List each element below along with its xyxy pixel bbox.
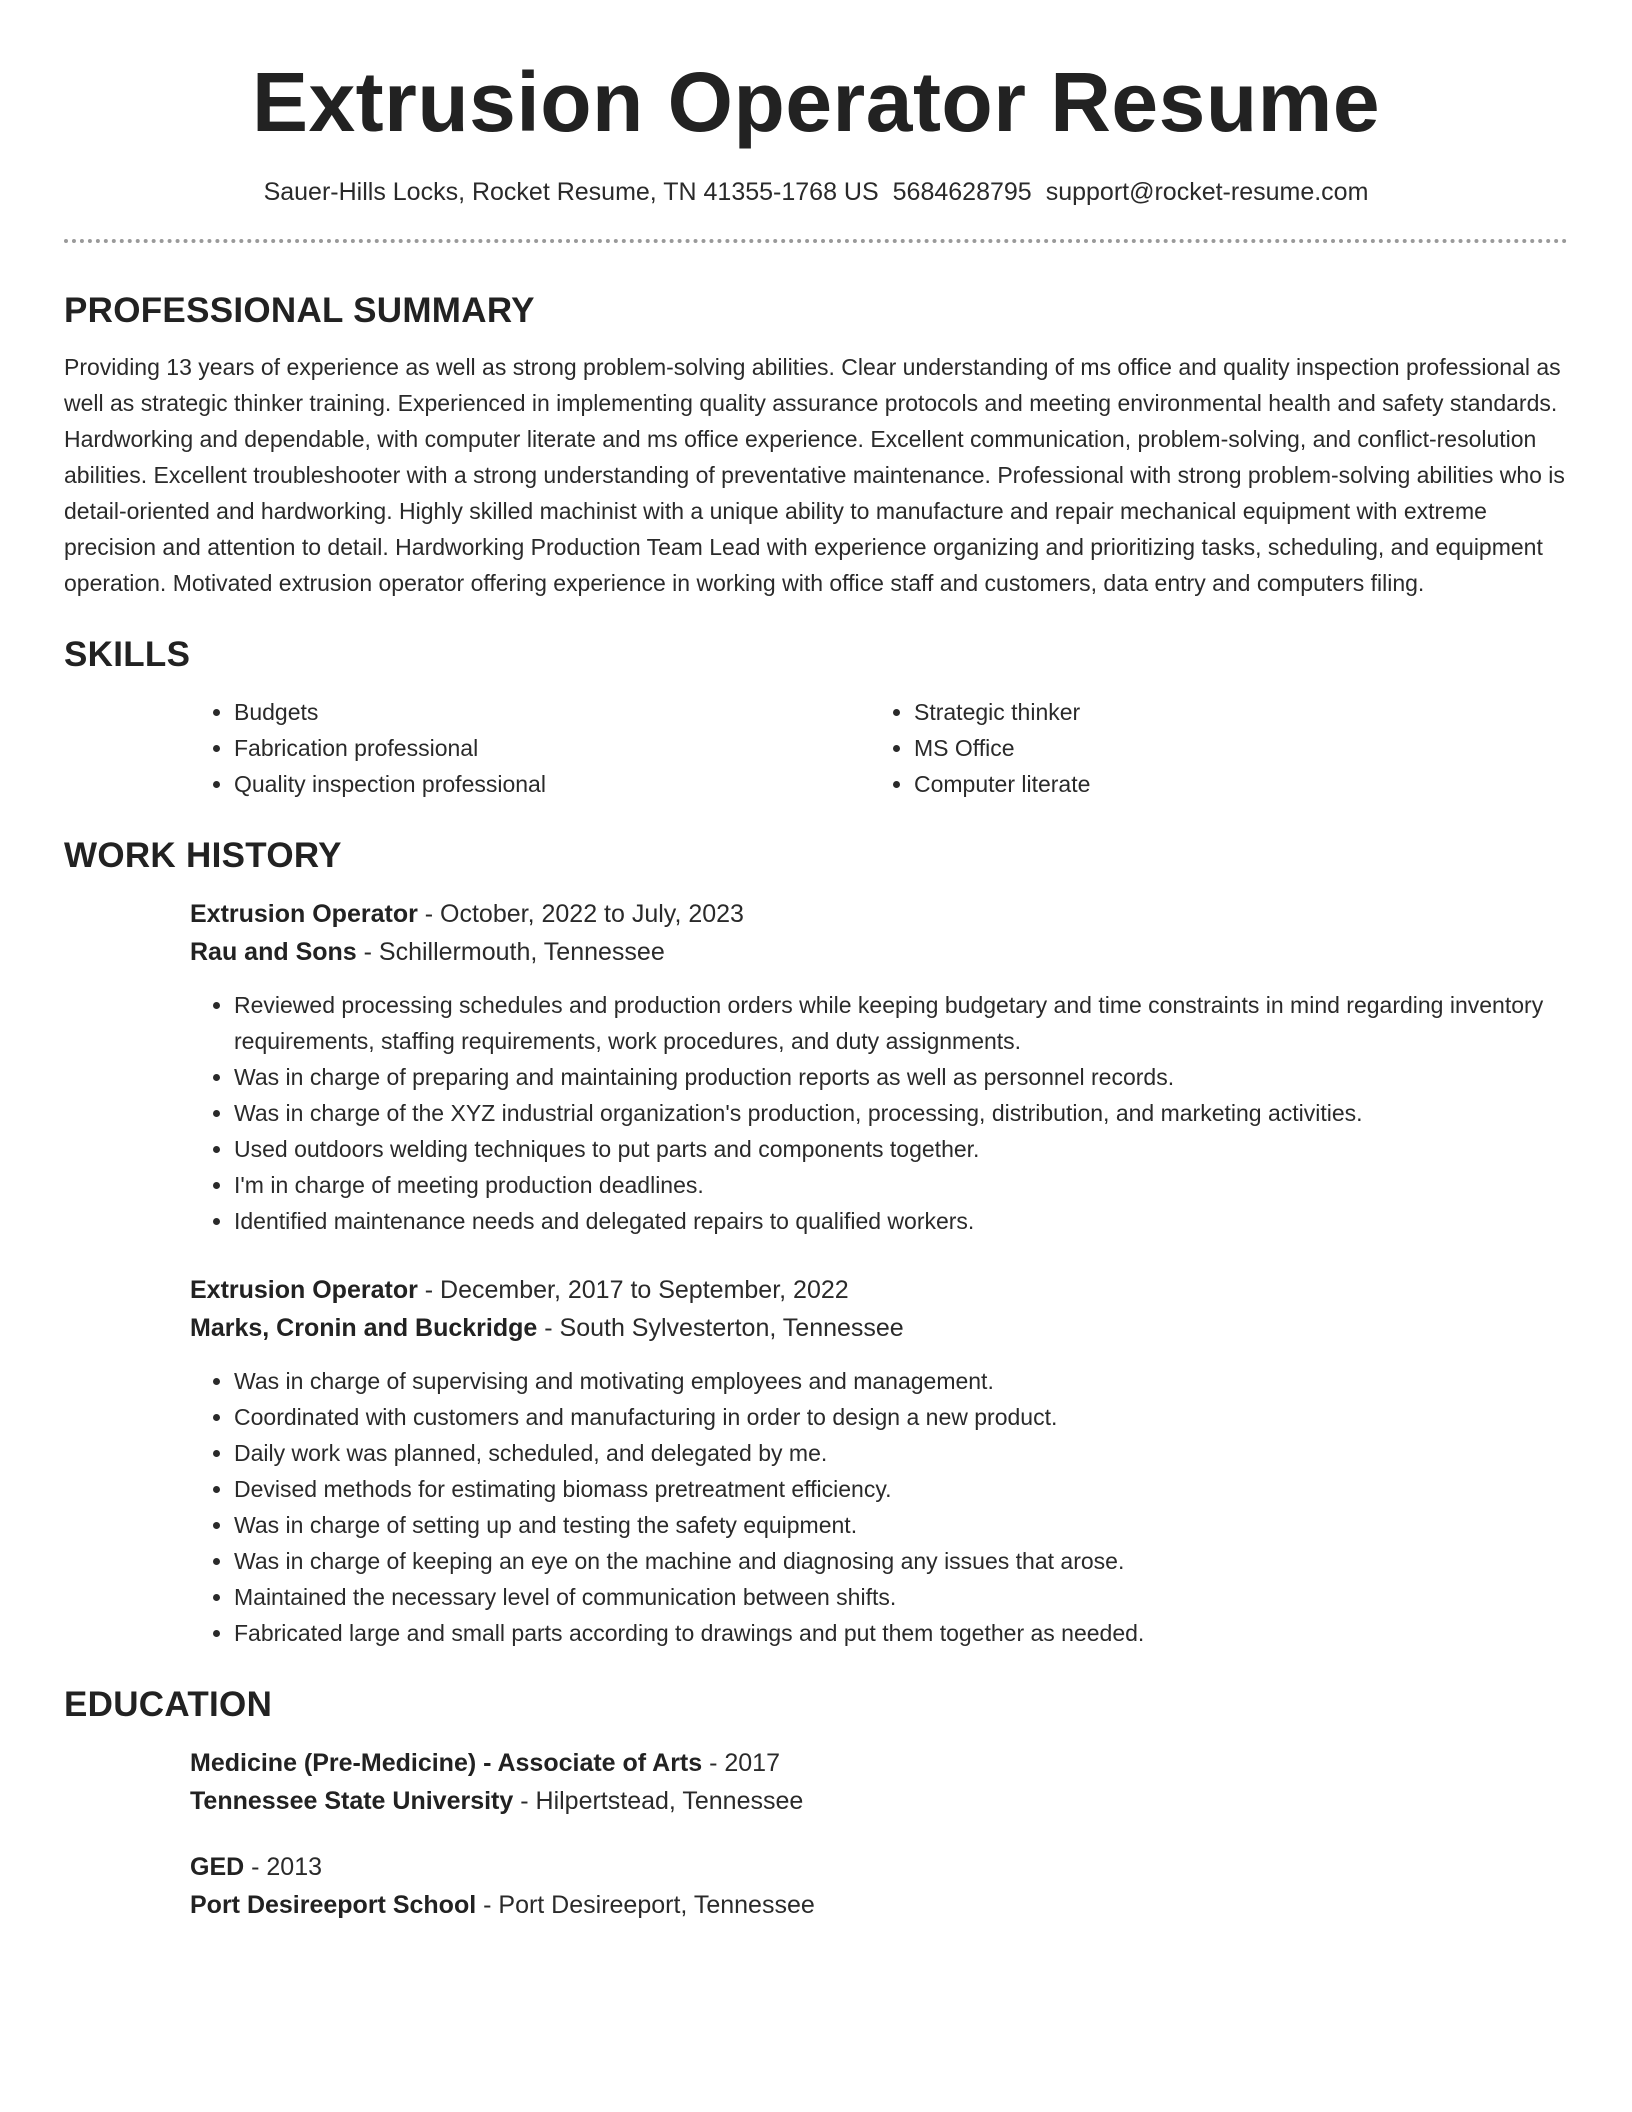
job-bullets <box>190 987 1568 1239</box>
skill-item: • MS Office <box>914 730 1550 766</box>
job-company: Rau and Sons <box>190 938 357 966</box>
skill-item: • Quality inspection professional <box>234 766 870 802</box>
work-heading: WORK HISTORY <box>64 836 342 875</box>
job-title-line <box>190 1271 1568 1309</box>
skills-heading: SKILLS <box>64 635 191 674</box>
job-bullet: • Daily work was planned, scheduled, and delegated by me. <box>234 1435 1568 1471</box>
job-bullet: • Was in charge of keeping an eye on the machine and diagnosing any issues that arose. <box>234 1543 1568 1579</box>
contact-line <box>64 180 1568 205</box>
job-bullet: • Identified maintenance needs and delegated repairs to qualified workers. <box>234 1203 1568 1239</box>
education-entry <box>190 1744 1568 1820</box>
education-location: - Port Desireeport, Tennessee <box>476 1891 815 1919</box>
job-company-line <box>190 1309 1568 1347</box>
job-bullet: • I'm in charge of meeting production deadlines. <box>234 1167 1568 1203</box>
header-divider <box>64 239 1568 243</box>
job-title-line <box>190 895 1568 933</box>
skill-item: • Strategic thinker <box>914 694 1550 730</box>
contact-address: Sauer-Hills Locks, Rocket Resume, TN 41355-1768 US <box>263 178 879 206</box>
education-heading: EDUCATION <box>64 1685 273 1724</box>
education-degree: GED <box>190 1853 245 1881</box>
job-bullet: • Used outdoors welding techniques to put parts and components together. <box>234 1131 1568 1167</box>
skill-item: • Computer literate <box>914 766 1550 802</box>
job-entry <box>190 1271 1568 1651</box>
job-bullet: • Was in charge of setting up and testing the safety equipment. <box>234 1507 1568 1543</box>
job-company: Marks, Cronin and Buckridge <box>190 1314 538 1342</box>
education-school: Port Desireeport School <box>190 1891 477 1919</box>
job-dates: - October, 2022 to July, 2023 <box>417 900 744 928</box>
page-title: Extrusion Operator Resume <box>251 55 1381 149</box>
summary-heading: PROFESSIONAL SUMMARY <box>64 291 535 330</box>
education-year: - 2017 <box>702 1749 780 1777</box>
skill-item: • Budgets <box>234 694 870 730</box>
job-bullet: • Coordinated with customers and manufacturing in order to design a new product. <box>234 1399 1568 1435</box>
education-degree-line <box>190 1744 1568 1782</box>
job-entry <box>190 895 1568 1239</box>
education-entry <box>190 1848 1568 1924</box>
contact-email: support@rocket-resume.com <box>1045 178 1369 206</box>
education-degree: Medicine (Pre-Medicine) - Associate of Arts <box>190 1749 703 1777</box>
skills-column-left <box>190 694 870 802</box>
job-company-line <box>190 933 1568 971</box>
education-school-line <box>190 1782 1568 1820</box>
job-bullet: • Was in charge of the XYZ industrial organization's production, processing, distribution, and marketing activities. <box>234 1095 1568 1131</box>
education-school-line <box>190 1886 1568 1924</box>
job-bullet: • Reviewed processing schedules and production orders while keeping budgetary and time constraints in mind regarding inventory requirements, staffing requirements, work procedures, and duty assignments. <box>234 987 1568 1059</box>
education-degree-line <box>190 1848 1568 1886</box>
skills-column-right <box>870 694 1550 802</box>
job-bullet: • Was in charge of supervising and motivating employees and management. <box>234 1363 1568 1399</box>
job-bullet: • Devised methods for estimating biomass pretreatment efficiency. <box>234 1471 1568 1507</box>
skills-list <box>190 694 1568 802</box>
job-title: Extrusion Operator <box>190 900 418 928</box>
job-bullet: • Was in charge of preparing and maintaining production reports as well as personnel records. <box>234 1059 1568 1095</box>
job-bullets <box>190 1363 1568 1651</box>
job-location: - South Sylvesterton, Tennessee <box>537 1314 904 1342</box>
job-bullet: • Maintained the necessary level of communication between shifts. <box>234 1579 1568 1615</box>
job-location: - Schillermouth, Tennessee <box>356 938 665 966</box>
job-bullet: • Fabricated large and small parts according to drawings and put them together as needed. <box>234 1615 1568 1651</box>
summary-text: Providing 13 years of experience as well as strong problem-solving abilities. Clear understanding of ms office and quality inspection professional as well as strategic thinker training. Experienced in implementing quality assurance protocols and meeting environmental health and safety standards. Hardworking and dependable, with computer literate and ms office experience. Excellent communication, problem-solving, and conflict-resolution abilities. Excellent troubleshooter with a strong understanding of preventative maintenance. Professional with strong problem-solving abilities who is detail-oriented and hardworking. Highly skilled machinist with a unique ability to manufacture and repair mechanical equipment with extreme precision and attention to detail. Hardworking Production Team Lead with experience organizing and prioritizing tasks, scheduling, and equipment operation. Motivated extrusion operator offering experience in working with office staff and customers, data entry and computers filing. <box>64 354 1565 596</box>
education-school: Tennessee State University <box>190 1787 514 1815</box>
education-location: - Hilpertstead, Tennessee <box>513 1787 804 1815</box>
job-dates: - December, 2017 to September, 2022 <box>417 1276 849 1304</box>
skill-item: • Fabrication professional <box>234 730 870 766</box>
job-title: Extrusion Operator <box>190 1276 418 1304</box>
contact-phone: 5684628795 <box>892 178 1032 206</box>
education-year: - 2013 <box>244 1853 323 1881</box>
